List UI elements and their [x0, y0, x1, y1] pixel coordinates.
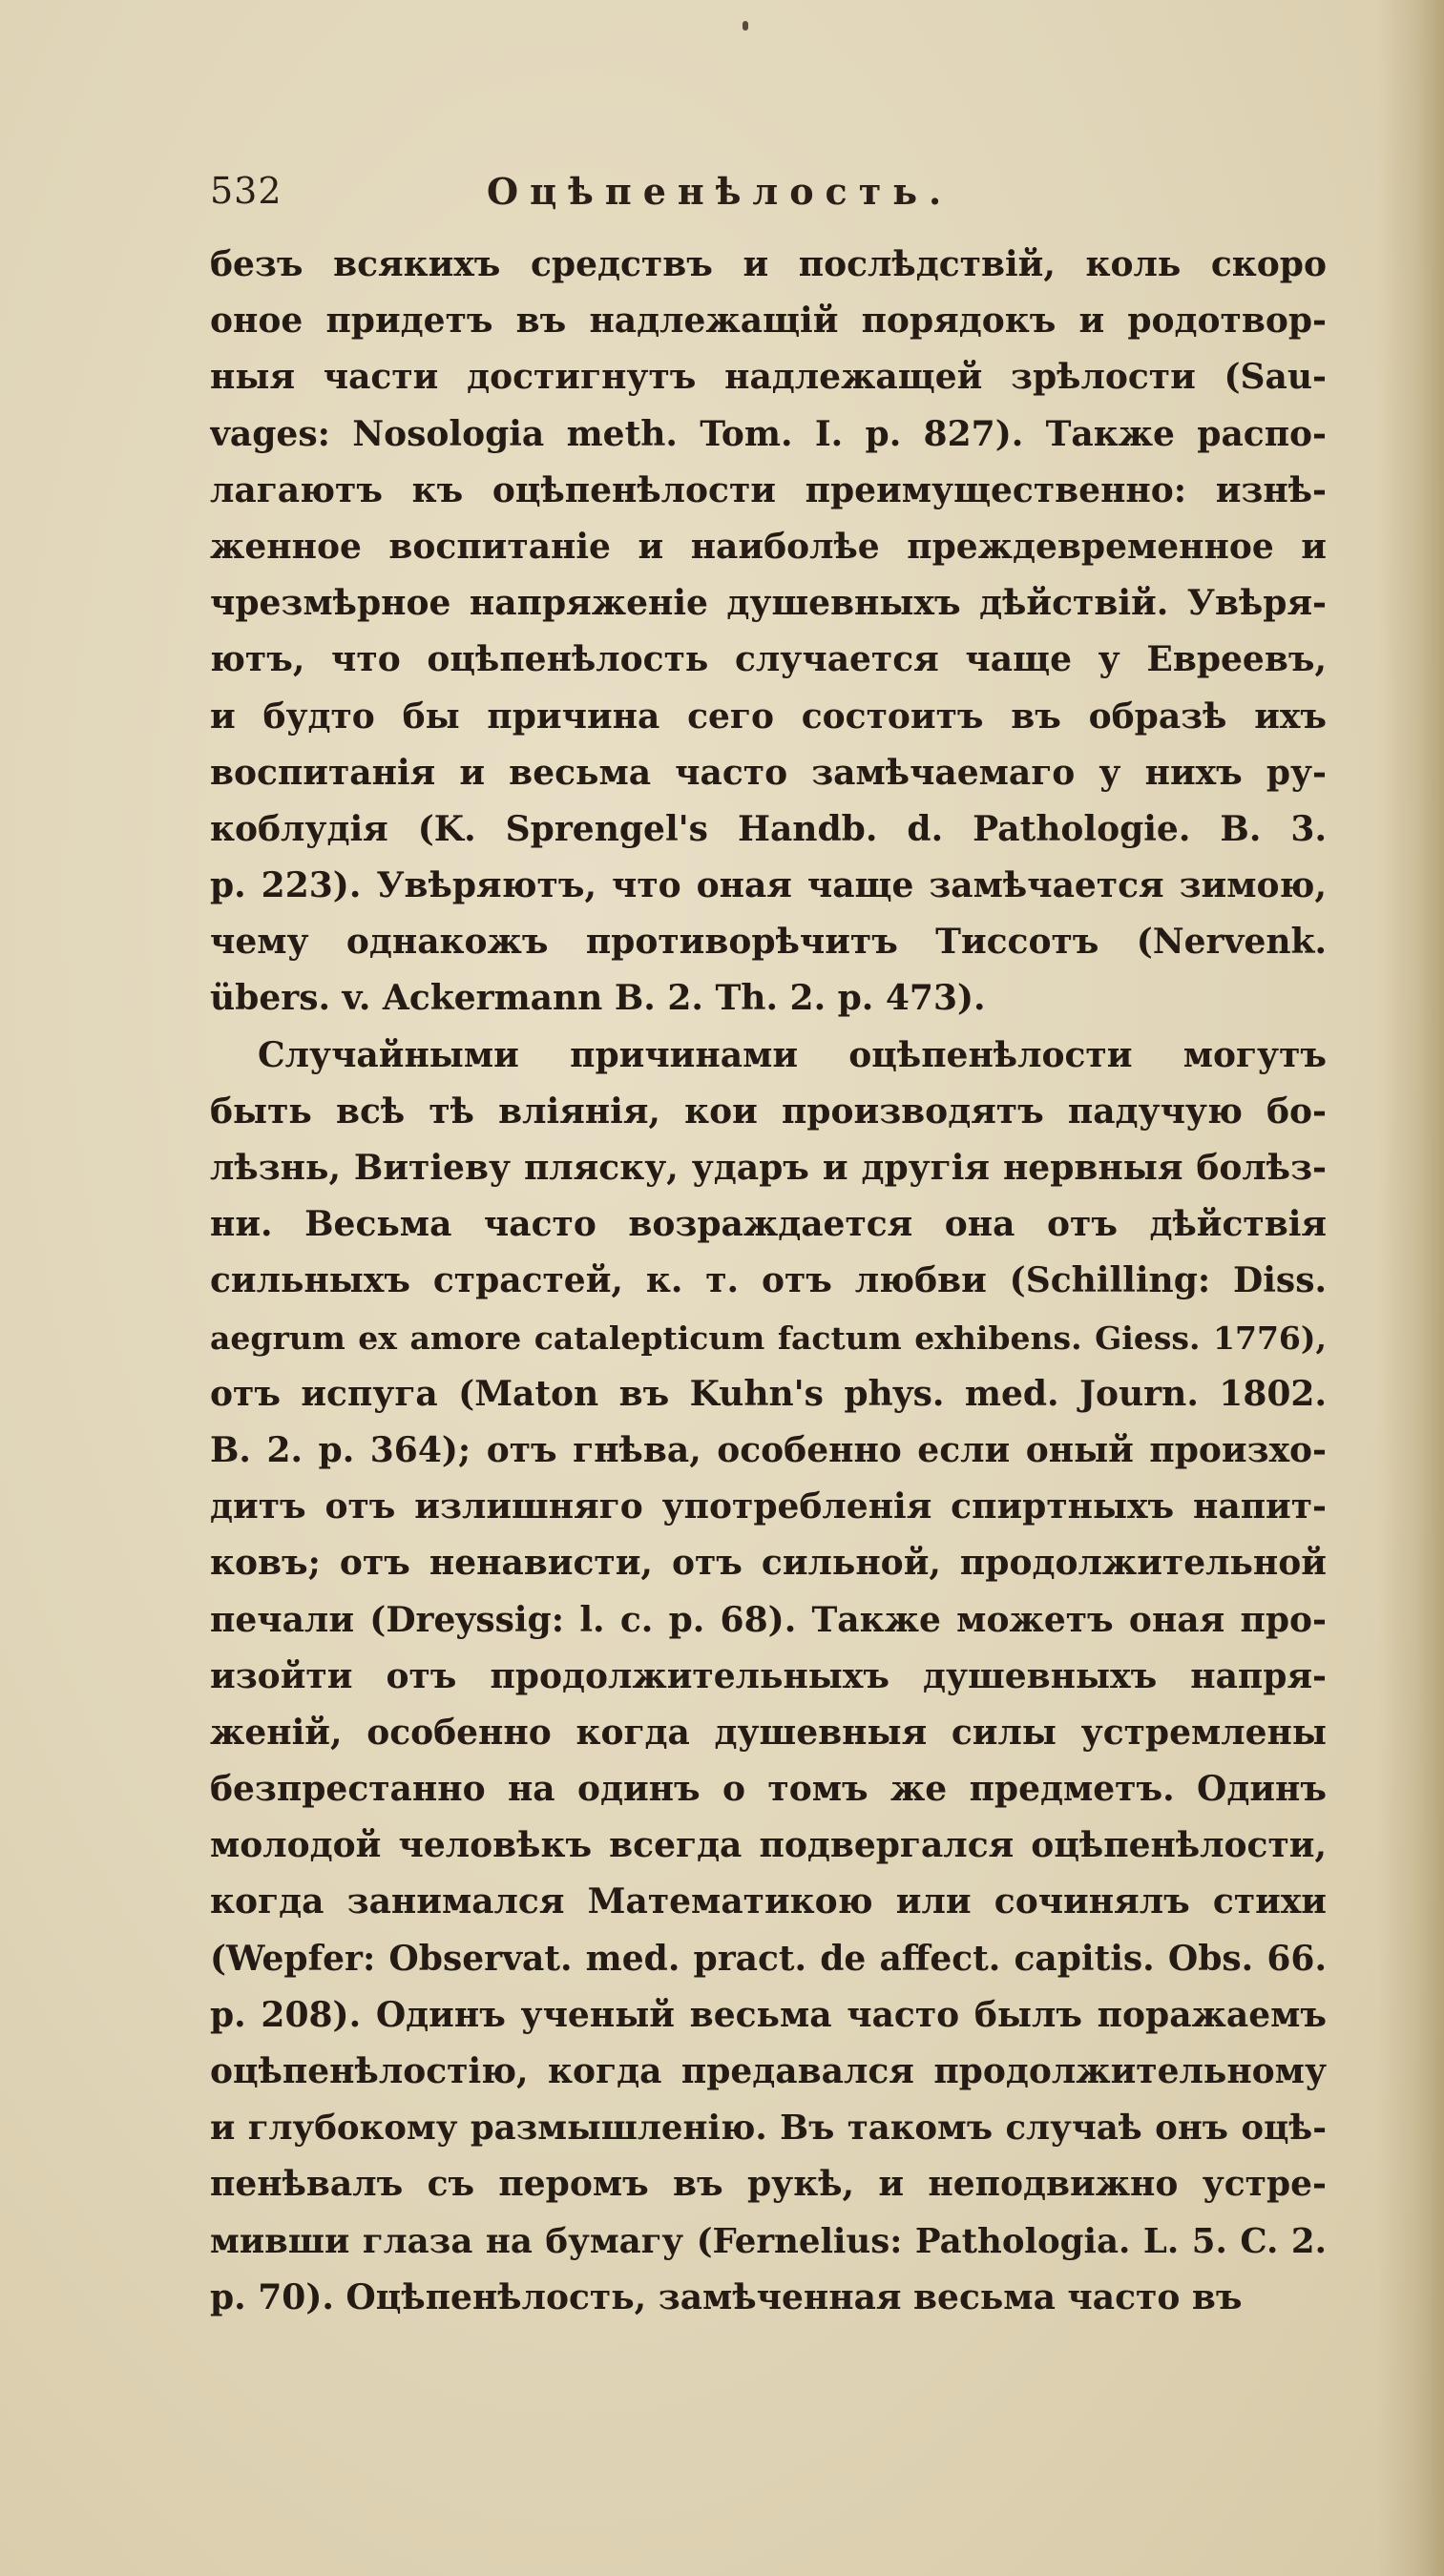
text-line: молодой человѣкъ всегда подвергался оцѣпенѣлости,: [210, 1825, 1327, 1866]
text-line: и будто бы причина сего состоитъ въ образѣ ихъ: [210, 696, 1327, 737]
text-line: когда занимался Математикою или сочинялъ стихи: [210, 1881, 1327, 1922]
text-line: пенѣвалъ съ перомъ въ рукѣ, и неподвижно устре-: [210, 2164, 1327, 2205]
text-line: Случайными причинами оцѣпенѣлости могутъ: [258, 1034, 1327, 1075]
text-line: p. 70). Оцѣпенѣлость, замѣченная весьма часто въ: [210, 2276, 1243, 2317]
page-edge-shadow: [1377, 0, 1444, 2576]
text-line: оное придетъ въ надлежащій порядокъ и родотвор-: [210, 301, 1327, 342]
text-line: p. 208). Одинъ ученый весьма часто былъ поражаемъ: [210, 1994, 1327, 2035]
text-line: воспитанія и весьма часто замѣчаемаго у нихъ ру-: [210, 752, 1327, 793]
running-title: Оцѣпенѣлость.: [487, 170, 953, 213]
text-line: женій, особенно когда душевныя силы устремлены: [210, 1712, 1327, 1753]
body-text: [210, 237, 1327, 2326]
text-line: сильныхъ страстей, к. т. отъ любви (Schilling: Diss.: [210, 1260, 1327, 1301]
text-line: B. 2. p. 364); отъ гнѣва, особенно если оный произхо-: [210, 1429, 1327, 1470]
text-line: отъ испуга (Maton въ Kuhn's phys. med. Journ. 1802.: [210, 1373, 1327, 1414]
text-line: быть всѣ тѣ вліянія, кои производятъ падучую бо-: [210, 1091, 1327, 1132]
text-line: оцѣпенѣлостію, когда предавался продолжительному: [210, 2051, 1327, 2091]
text-line: ковъ; отъ ненависти, отъ сильной, продолжительной: [210, 1543, 1327, 1584]
text-line: чему однакожъ противорѣчитъ Тиссотъ (Nervenk.: [210, 922, 1327, 963]
text-line: мивши глаза на бумагу (Fernelius: Pathologia. L. 5. C. 2.: [210, 2221, 1327, 2261]
text-line: печали (Dreyssig: l. c. p. 68). Также можетъ оная про-: [210, 1599, 1327, 1640]
text-line: übers. v. Ackermann B. 2. Th. 2. p. 473).: [210, 978, 986, 1019]
text-line: лѣзнь, Витіеву пляску, ударъ и другія нервныя болѣз-: [210, 1148, 1327, 1188]
text-line: ютъ, что оцѣпенѣлость случается чаще у Евреевъ,: [210, 639, 1327, 680]
text-line: (Wepfer: Observat. med. pract. de affect. capitis. Obs. 66.: [210, 1938, 1327, 1979]
text-line: изойти отъ продолжительныхъ душевныхъ напря-: [210, 1655, 1327, 1696]
text-line: безъ всякихъ средствъ и послѣдствій, коль скоро: [210, 244, 1327, 284]
text-line: коблудія (K. Sprengel's Handb. d. Pathologie. B. 3.: [210, 808, 1327, 849]
text-line: дитъ отъ излишняго употребленія спиртныхъ напит-: [210, 1486, 1327, 1527]
text-line: женное воспитаніе и наиболѣе преждевременное и: [210, 526, 1327, 567]
text-line: чрезмѣрное напряженіе душевныхъ дѣйствій. Увѣря-: [210, 583, 1327, 624]
page-header: [191, 170, 1069, 218]
text-line: лагаютъ къ оцѣпенѣлости преимущественно: изнѣ-: [210, 469, 1327, 510]
text-line: и глубокому размышленію. Въ такомъ случаѣ онъ оцѣ-: [210, 2109, 1327, 2149]
text-line: p. 223). Увѣряютъ, что оная чаще замѣчается зимою,: [210, 865, 1327, 906]
ink-speck: [743, 21, 748, 31]
text-line: vages: Nosologia meth. Tom. I. p. 827). Также распо-: [210, 413, 1327, 454]
text-line: ныя части достигнутъ надлежащей зрѣлости (Sau-: [210, 357, 1327, 398]
text-line: безпрестанно на одинъ о томъ же предметъ. Одинъ: [210, 1769, 1327, 1810]
page-number: 532: [210, 170, 283, 212]
text-line: aegrum ex amore catalepticum factum exhibens. Giess. 1776),: [210, 1319, 1327, 1357]
text-line: ни. Весьма часто возраждается она отъ дѣйствія: [210, 1204, 1327, 1245]
